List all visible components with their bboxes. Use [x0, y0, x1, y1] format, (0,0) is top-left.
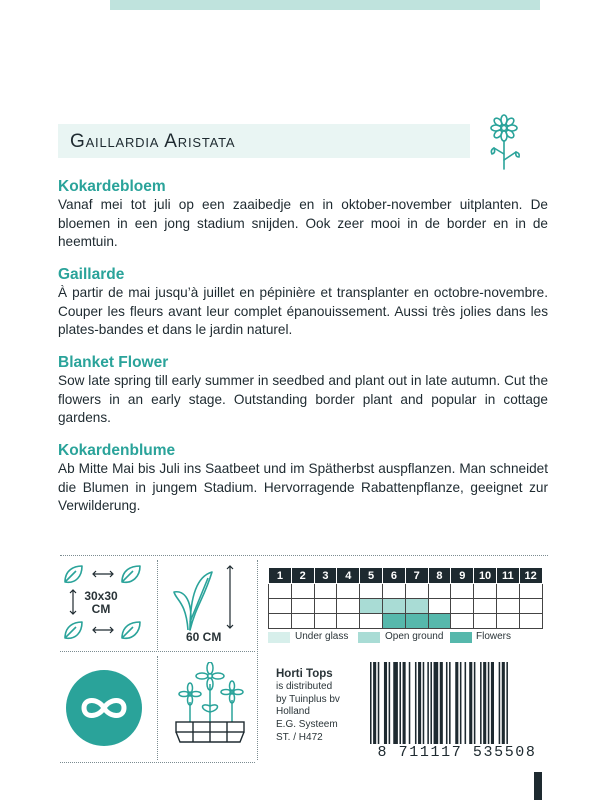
open-ground-label: Open ground — [385, 631, 444, 642]
barcode-bar — [384, 662, 387, 754]
barcode-bar — [418, 662, 421, 754]
month-cell: 11 — [496, 568, 519, 584]
section-german — [58, 441, 548, 516]
title-band — [58, 124, 470, 158]
barcode-bar — [430, 662, 432, 754]
barcode-bar — [506, 662, 508, 754]
under-glass-cell — [382, 584, 405, 599]
under-glass-cell — [496, 584, 519, 599]
barcode-bar — [373, 662, 376, 754]
barcode-bar — [378, 662, 380, 754]
month-cell: 7 — [405, 568, 428, 584]
barcode-bar — [403, 662, 406, 754]
barcode-bar — [483, 662, 486, 754]
barcode-bar — [434, 662, 439, 754]
open-ground-cell — [451, 599, 474, 614]
open-ground-cell — [314, 599, 337, 614]
spacing-unit: CM — [91, 602, 111, 616]
under-glass-cell — [405, 584, 428, 599]
barcode-bar — [469, 662, 472, 754]
section-heading: Gaillarde — [58, 266, 125, 283]
month-cell: 6 — [382, 568, 405, 584]
leaf-icon — [65, 622, 82, 638]
under-glass-cell — [360, 584, 383, 599]
open-ground-cell — [337, 599, 360, 614]
month-cell: 10 — [474, 568, 497, 584]
barcode-bar — [474, 662, 476, 754]
flowers-cell — [314, 614, 337, 629]
leaf-icon — [174, 592, 191, 630]
month-cell: 4 — [337, 568, 360, 584]
calendar-legend — [268, 631, 548, 645]
distributor-info — [276, 668, 340, 745]
barcode-bar — [460, 662, 462, 754]
flowers-cell — [382, 614, 405, 629]
month-cell: 2 — [291, 568, 314, 584]
month-cell: 5 — [360, 568, 383, 584]
month-cell: 3 — [314, 568, 337, 584]
open-ground-cell — [519, 599, 542, 614]
flowers-swatch — [450, 632, 472, 643]
open-ground-cell — [474, 599, 497, 614]
under-glass-cell — [291, 584, 314, 599]
under-glass-label: Under glass — [295, 631, 349, 642]
under-glass-swatch — [268, 632, 290, 643]
section-dutch — [58, 177, 548, 252]
divider — [157, 656, 158, 760]
barcode-bar — [415, 662, 417, 754]
barcode-number: 8 711117 535508 — [366, 744, 548, 761]
barcode-bar — [427, 662, 429, 754]
flower-logo-icon — [484, 114, 524, 170]
spacing-value: 30x30 — [84, 589, 118, 603]
infinity-icon — [64, 668, 144, 748]
under-glass-cell — [451, 584, 474, 599]
section-english — [58, 353, 548, 428]
barcode-bar — [499, 662, 501, 754]
under-glass-cell — [474, 584, 497, 599]
month-cell: 9 — [451, 568, 474, 584]
barcode-bar — [455, 662, 458, 754]
distributor-line: ST. / H472 — [276, 731, 323, 743]
distributor-line: by Tuinplus bv — [276, 693, 340, 705]
flowers-label: Flowers — [476, 631, 512, 642]
barcode-bar — [480, 662, 482, 754]
distributor-line: is distributed — [276, 680, 333, 692]
brand-name: Horti Tops — [276, 668, 333, 680]
barcode-bar — [446, 662, 448, 754]
section-text: À partir de mai jusqu’à juillet en pépinière et transplanter en octobre-novembre. Couper les fleurs avant leur complet épanouissement. Aussi très jolies dans les plates-bandes et dans le jardin naturel. — [58, 285, 548, 337]
section-heading: Blanket Flower — [58, 354, 169, 371]
under-glass-cell — [337, 584, 360, 599]
barcode-bar — [370, 662, 372, 754]
calendar-header-row — [269, 568, 543, 584]
height-label: 60 CM — [186, 630, 222, 644]
under-glass-cell — [314, 584, 337, 599]
leaf-icon — [122, 566, 140, 582]
flowers-cell — [496, 614, 519, 629]
distributor-line: Holland — [276, 706, 310, 718]
open-ground-cell — [382, 599, 405, 614]
leaf-icon — [122, 622, 140, 638]
under-glass-row — [269, 584, 543, 599]
open-ground-swatch — [358, 632, 380, 643]
open-ground-cell — [269, 599, 292, 614]
spacing-label — [84, 590, 118, 616]
corner-mark — [534, 772, 542, 800]
under-glass-cell — [269, 584, 292, 599]
month-cell: 12 — [519, 568, 542, 584]
barcode-bar — [423, 662, 425, 754]
section-heading: Kokardebloem — [58, 178, 166, 195]
open-ground-cell — [360, 599, 383, 614]
open-ground-row — [269, 599, 543, 614]
open-ground-cell — [405, 599, 428, 614]
barcode-bar — [488, 662, 490, 754]
open-ground-cell — [428, 599, 451, 614]
barcode-bar — [449, 662, 451, 754]
distributor-line: E.G. Systeem — [276, 719, 338, 731]
flowers-cell — [428, 614, 451, 629]
flowers-cell — [360, 614, 383, 629]
height-panel-icon — [168, 562, 248, 632]
section-text: Ab Mitte Mai bis Juli ins Saatbeet und im Spätherbst auspflanzen. Man schneidet die Blumen in jungem Stadium. Hervorragende Rabattenpflanze, geeignet zur Verwilderung. — [58, 461, 548, 513]
flowers-cell — [519, 614, 542, 629]
under-glass-cell — [519, 584, 542, 599]
month-cell: 8 — [428, 568, 451, 584]
calendar-table — [268, 567, 543, 629]
divider — [60, 651, 255, 652]
flowers-row — [269, 614, 543, 629]
open-ground-cell — [496, 599, 519, 614]
flowers-cell — [269, 614, 292, 629]
flowers-cell — [291, 614, 314, 629]
section-text: Sow late spring till early summer in seedbed and plant out in late autumn. Cut the flowers in an early stage. Outstanding border plant and popular in cottage gardens. — [58, 373, 548, 425]
seedling-tray-icon — [170, 662, 250, 746]
flowers-cell — [405, 614, 428, 629]
plant-title: Gaillardia Aristata — [70, 131, 236, 152]
barcode-bar — [491, 662, 494, 754]
month-cell: 1 — [269, 568, 292, 584]
barcode-bar — [393, 662, 398, 754]
barcode-bar — [465, 662, 467, 754]
barcode-bar — [502, 662, 505, 754]
divider — [257, 560, 258, 760]
sowing-calendar — [268, 567, 543, 629]
open-ground-cell — [291, 599, 314, 614]
section-text: Vanaf mei tot juli op een zaaibedje en in oktober-november uitplanten. De bloemen in een jong stadium snijden. Ook zeer mooi in de border en in de heemtuin. — [58, 197, 548, 249]
section-heading: Kokardenblume — [58, 442, 176, 459]
barcode-bar — [409, 662, 411, 754]
section-french — [58, 265, 548, 340]
divider — [60, 555, 548, 556]
flowers-cell — [337, 614, 360, 629]
divider — [157, 560, 158, 650]
barcode-bar — [389, 662, 391, 754]
flowers-cell — [474, 614, 497, 629]
barcode-bar — [399, 662, 401, 754]
barcode-bar — [440, 662, 443, 754]
top-color-band — [110, 0, 540, 10]
divider — [60, 762, 255, 763]
leaf-icon — [65, 566, 82, 582]
flowers-cell — [451, 614, 474, 629]
under-glass-cell — [428, 584, 451, 599]
